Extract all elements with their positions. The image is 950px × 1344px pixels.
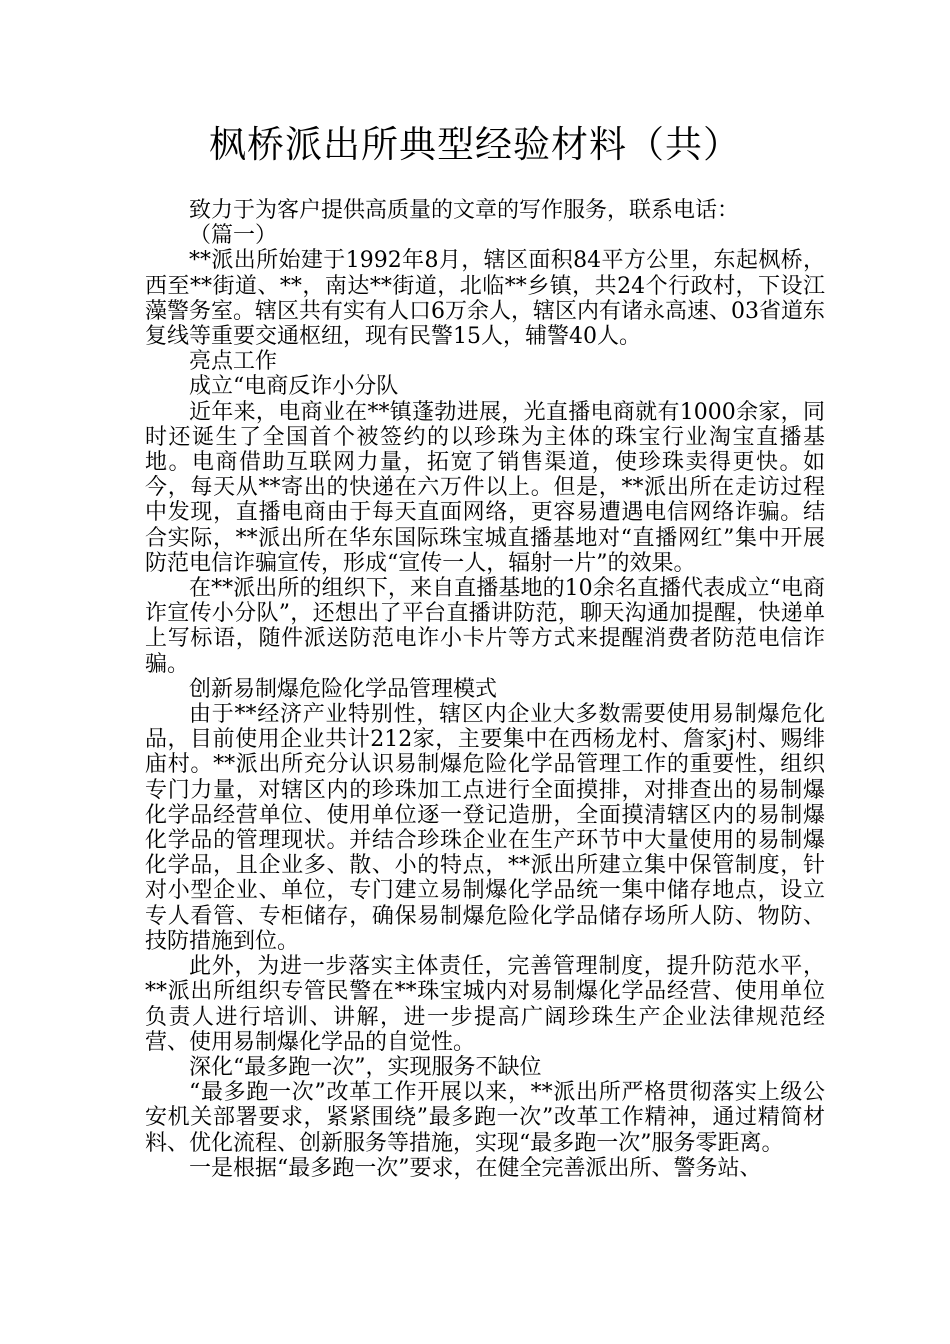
heading-ecommerce-team: 成立“电商反诈小分队 xyxy=(189,374,399,400)
paragraph-overview: **派出所始建于1992年8月，辖区面积84平方公里，东起枫桥，西至**街道、**，南达**街道，北临**乡镇，共24个行政村，下设江藻警务室。辖区共有实有人口6万余人，辖区内有诸永高速、03省道东复线等重要交通枢纽，现有民警15人，辅警40人。 xyxy=(145,248,825,350)
heading-highlights: 亮点工作 xyxy=(189,349,278,375)
paragraph-training: 此外，为进一步落实主体责任，完善管理制度，提升防范水平，**派出所组织专管民警在**珠宝城内对易制爆化学品经营、使用单位负责人进行培训、讲解，进一步提高广阔珍珠生产企业法律规范经营、使用易制爆化学品的自觉性。 xyxy=(145,954,825,1055)
document-body xyxy=(145,198,825,1181)
document-title: 枫桥派出所典型经验材料（共） xyxy=(209,123,741,166)
paragraph-reform: “最多跑一次”改革工作开展以来，**派出所严格贯彻落实上级公安机关部署要求，紧紧围绕”最多跑一次”改革工作精神，通过精简材料、优化流程、创新服务等措施，实现“最多跑一次”服务零距离。 xyxy=(145,1080,825,1156)
paragraph-section-label: （篇一） xyxy=(189,223,278,249)
paragraph-first-measure: 一是根据“最多跑一次”要求，在健全完善派出所、警务站、 xyxy=(189,1155,762,1181)
paragraph-team-formation: 在**派出所的组织下，来自直播基地的10余名直播代表成立“电商诈宣传小分队”，还想出了平台直播讲防范，聊天沟通加提醒，快递单上写标语，随件派送防范电诈小卡片等方式来提醒消费者防范电信诈骗。 xyxy=(145,576,825,677)
heading-chemicals: 创新易制爆危险化学品管理模式 xyxy=(189,676,498,702)
paragraph-intro: 致力于为客户提供高质量的文章的写作服务，联系电话： xyxy=(189,198,740,223)
heading-service-reform: 深化“最多跑一次”，实现服务不缺位 xyxy=(189,1054,542,1080)
paragraph-ecommerce: 近年来，电商业在**镇蓬勃进展，光直播电商就有1000余家，同时还诞生了全国首个被签约的以珍珠为主体的珠宝行业淘宝直播基地。电商借助互联网力量，拓宽了销售渠道，使珍珠卖得更快。如今，每天从**寄出的快递在六万件以上。但是，**派出所在走访过程中发现，直播电商由于每天直面网络，更容易遭遇电信网络诈骗。结合实际，**派出所在华东国际珠宝城直播基地对“直播网红”集中开展防范电信诈骗宣传，形成“宣传一人，辐射一片”的效果。 xyxy=(145,399,825,576)
paragraph-chemicals: 由于**经济产业特别性，辖区内企业大多数需要使用易制爆危化品，目前使用企业共计212家，主要集中在西杨龙村、詹家j村、赐绯庙村。**派出所充分认识易制爆危险化学品管理工作的重要性，组织专门力量，对辖区内的珍珠加工点进行全面摸排，对排查出的易制爆化学品经营单位、使用单位逐一登记造册，全面摸清辖区内的易制爆化学品的管理现状。并结合珍珠企业在生产环节中大量使用的易制爆化学品，且企业多、散、小的特点，**派出所建立集中保管制度，针对小型企业、单位，专门建立易制爆化学品统一集中储存地点，设立专人看管、专柜储存，确保易制爆危险化学品储存场所人防、物防、技防措施到位。 xyxy=(145,702,825,954)
